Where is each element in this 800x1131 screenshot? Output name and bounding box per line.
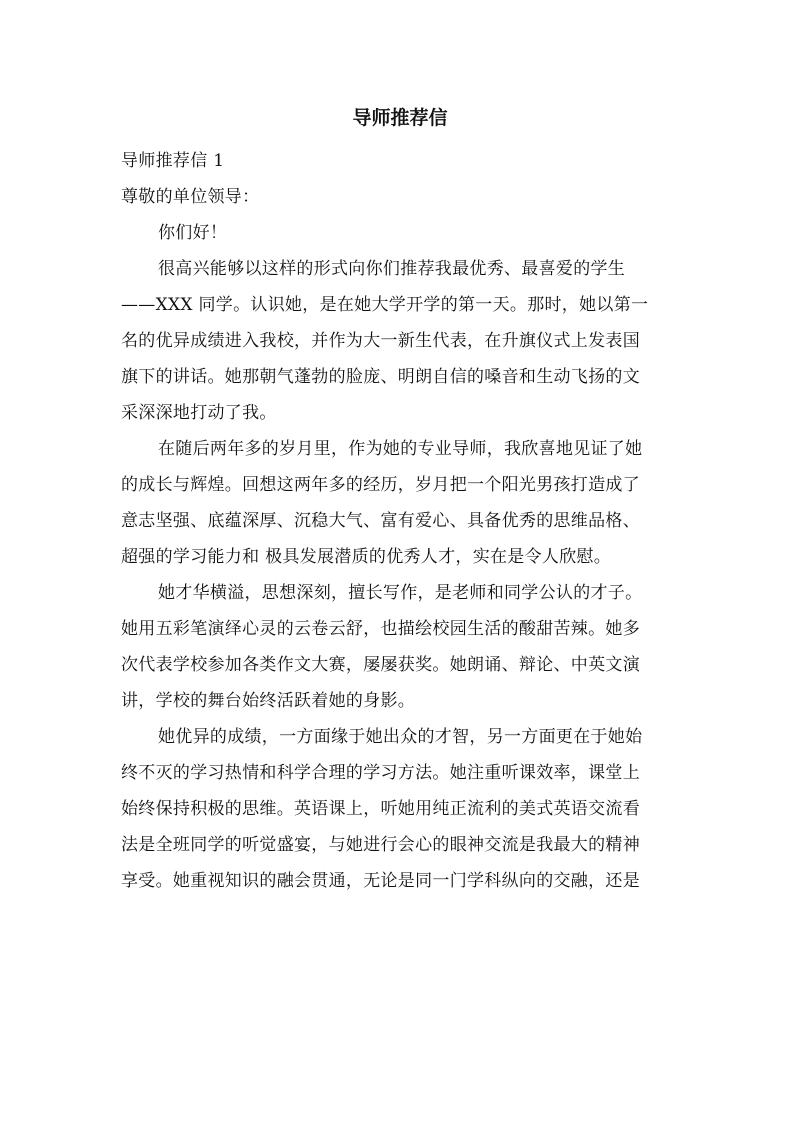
paragraph-3 [121,575,687,719]
paragraph-line: 在随后两年多的岁月里，作为她的专业导师，我欣喜地见证了她 [158,439,643,459]
paragraph-line: 讲，学校的舞台始终活跃着她的身影。 [121,691,416,711]
paragraph-line: 她才华横溢，思想深刻，擅长写作，是老师和同学公认的才子。 [158,583,643,603]
paragraph-line: 采深深地打动了我。 [121,403,277,423]
paragraph-line: ——XXX 同学。认识她，是在她大学开学的第一天。那时，她以第一 [121,295,649,315]
paragraph-4 [121,719,687,899]
letter-heading: 导师推荐信 1 [121,151,225,171]
paragraph-line: 意志坚强、底蕴深厚、沉稳大气、富有爱心、具备优秀的思维品格、 [121,511,640,531]
paragraph-1 [121,251,687,431]
paragraph-line: 超强的学习能力和 极具发展潜质的优秀人才，实在是令人欣慰。 [121,547,612,567]
paragraph-line: 法是全班同学的听觉盛宴，与她进行会心的眼神交流是我最大的精神 [121,835,640,855]
paragraph-line: 次代表学校参加各类作文大赛，屡屡获奖。她朗诵、辩论、中英文演 [121,655,640,675]
document-title: 导师推荐信 [352,107,448,129]
paragraph-2 [121,431,687,575]
paragraph-line: 的成长与辉煌。回想这两年多的经历，岁月把一个阳光男孩打造成了 [121,475,640,495]
paragraph-line: 很高兴能够以这样的形式向你们推荐我最优秀、最喜爱的学生 [158,259,626,279]
paragraph-line: 她用五彩笔演绎心灵的云卷云舒，也描绘校园生活的酸甜苦辣。她多 [121,619,640,639]
paragraph-line: 名的优异成绩进入我校，并作为大一新生代表，在升旗仪式上发表国 [121,331,640,351]
greeting: 你们好！ [158,223,228,243]
document-body [121,143,687,899]
paragraph-line: 旗下的讲话。她那朝气蓬勃的脸庞、明朗自信的嗓音和生动飞扬的文 [121,367,640,387]
paragraph-line: 终不灭的学习热情和科学合理的学习方法。她注重听课效率，课堂上 [121,763,640,783]
paragraph-line: 始终保持积极的思维。英语课上，听她用纯正流利的美式英语交流看 [121,799,640,819]
salutation: 尊敬的单位领导： [121,187,260,207]
paragraph-line: 享受。她重视知识的融会贯通，无论是同一门学科纵向的交融，还是 [121,871,640,891]
paragraph-line: 她优异的成绩，一方面缘于她出众的才智，另一方面更在于她始 [158,727,643,747]
